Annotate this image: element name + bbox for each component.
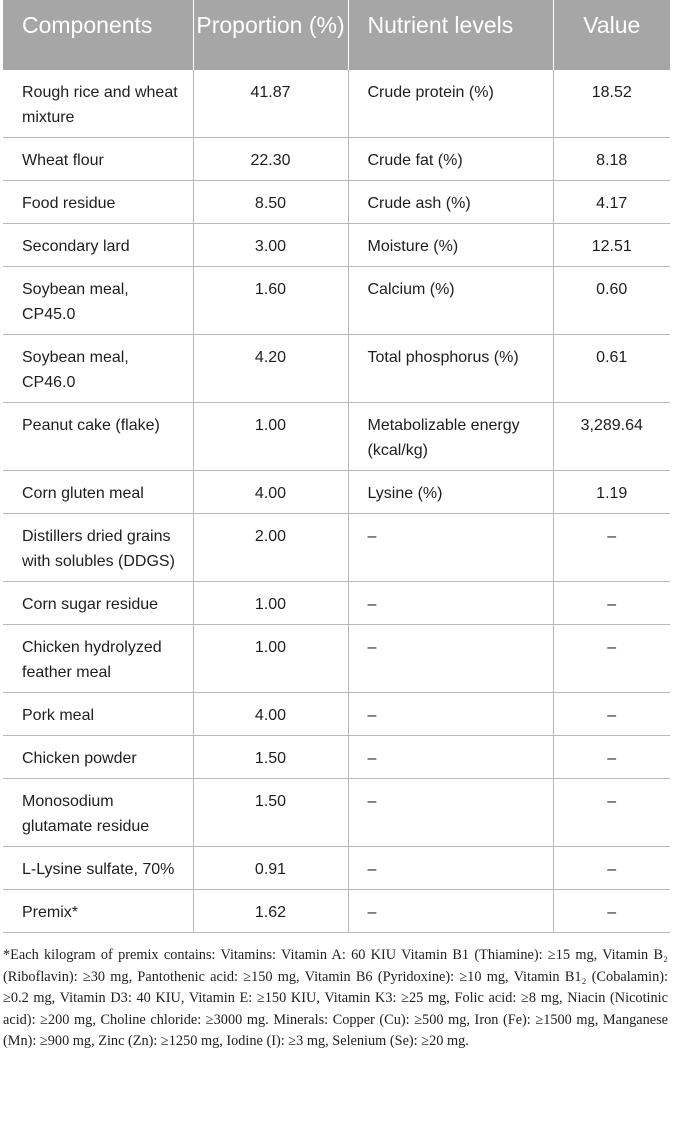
table-body — [3, 70, 670, 933]
table-row — [3, 779, 670, 847]
table-row — [3, 70, 670, 138]
header-value: Value — [553, 0, 670, 70]
component-cell: Distillers dried grains with solubles (DDGS) — [3, 514, 193, 582]
nutrient-cell: Crude fat (%) — [348, 138, 553, 181]
proportion-cell: 4.00 — [193, 693, 348, 736]
component-cell: Rough rice and wheat mixture — [3, 70, 193, 138]
nutrient-cell: Crude ash (%) — [348, 181, 553, 224]
proportion-cell: 1.00 — [193, 625, 348, 693]
value-cell: 1.19 — [553, 471, 670, 514]
value-cell: – — [553, 890, 670, 933]
table-row — [3, 224, 670, 267]
value-cell: – — [553, 625, 670, 693]
table-row — [3, 847, 670, 890]
table-row — [3, 514, 670, 582]
table-row — [3, 693, 670, 736]
value-cell: 0.61 — [553, 335, 670, 403]
table-row — [3, 890, 670, 933]
component-cell: Corn gluten meal — [3, 471, 193, 514]
nutrient-cell: Moisture (%) — [348, 224, 553, 267]
component-cell: Chicken powder — [3, 736, 193, 779]
proportion-cell: 4.00 — [193, 471, 348, 514]
header-components: Components — [3, 0, 193, 70]
nutrient-cell: – — [348, 625, 553, 693]
nutrient-cell: Metabolizable energy (kcal/kg) — [348, 403, 553, 471]
proportion-cell: 1.62 — [193, 890, 348, 933]
table-row — [3, 138, 670, 181]
value-cell: 4.17 — [553, 181, 670, 224]
value-cell: – — [553, 736, 670, 779]
table-footnote: *Each kilogram of premix contains: Vitamins: Vitamin A: 60 KIU Vitamin B1 (Thiamine): ≥15 mg, Vitamin B₂ (Riboflavin): ≥30 mg, Pantothenic acid: ≥150 mg, Vitamin B6 (Pyridoxine): ≥10 mg, Vitamin B1₂ (Cobalamin): ≥0.2 mg, Vitamin D3: 40 KIU, Vitamin E: ≥150 KIU, Vitamin K3: ≥25 mg, Folic acid: ≥8 mg, Niacin (Nicotinic acid): ≥200 mg, Choline chloride: ≥3000 mg. Minerals: Copper (Cu): ≥500 mg, Iron (Fe): ≥1500 mg, Manganese (Mn): ≥900 mg, Zinc (Zn): ≥1250 mg, Iodine (I): ≥3 mg, Selenium (Se): ≥20 mg. — [3, 947, 668, 1049]
table-header — [3, 0, 670, 70]
component-cell: Peanut cake (flake) — [3, 403, 193, 471]
proportion-cell: 1.60 — [193, 267, 348, 335]
component-cell: L-Lysine sulfate, 70% — [3, 847, 193, 890]
header-row — [3, 0, 670, 70]
header-nutrient-levels: Nutrient levels — [348, 0, 553, 70]
proportion-cell: 0.91 — [193, 847, 348, 890]
feed-composition-table — [3, 0, 670, 933]
proportion-cell: 4.20 — [193, 335, 348, 403]
value-cell: 12.51 — [553, 224, 670, 267]
nutrient-cell: Lysine (%) — [348, 471, 553, 514]
proportion-cell: 1.50 — [193, 736, 348, 779]
component-cell: Pork meal — [3, 693, 193, 736]
value-cell: 3,289.64 — [553, 403, 670, 471]
proportion-cell: 1.50 — [193, 779, 348, 847]
table-row — [3, 335, 670, 403]
proportion-cell: 3.00 — [193, 224, 348, 267]
proportion-cell: 1.00 — [193, 403, 348, 471]
table-row — [3, 625, 670, 693]
proportion-cell: 41.87 — [193, 70, 348, 138]
value-cell: 18.52 — [553, 70, 670, 138]
nutrient-cell: Calcium (%) — [348, 267, 553, 335]
proportion-cell: 2.00 — [193, 514, 348, 582]
value-cell: 0.60 — [553, 267, 670, 335]
component-cell: Corn sugar residue — [3, 582, 193, 625]
value-cell: – — [553, 514, 670, 582]
proportion-cell: 22.30 — [193, 138, 348, 181]
value-cell: – — [553, 847, 670, 890]
nutrient-cell: – — [348, 582, 553, 625]
nutrient-cell: – — [348, 736, 553, 779]
nutrient-cell: – — [348, 514, 553, 582]
component-cell: Premix* — [3, 890, 193, 933]
value-cell: – — [553, 779, 670, 847]
nutrient-cell: – — [348, 847, 553, 890]
nutrient-cell: – — [348, 779, 553, 847]
nutrient-cell: – — [348, 693, 553, 736]
table-row — [3, 736, 670, 779]
component-cell: Monosodium glutamate residue — [3, 779, 193, 847]
component-cell: Food residue — [3, 181, 193, 224]
proportion-cell: 1.00 — [193, 582, 348, 625]
proportion-cell: 8.50 — [193, 181, 348, 224]
component-cell: Chicken hydrolyzed feather meal — [3, 625, 193, 693]
value-cell: – — [553, 693, 670, 736]
nutrient-cell: – — [348, 890, 553, 933]
table-row — [3, 267, 670, 335]
nutrient-cell: Total phosphorus (%) — [348, 335, 553, 403]
table-row — [3, 181, 670, 224]
component-cell: Soybean meal, CP46.0 — [3, 335, 193, 403]
header-proportion: Proportion (%) — [193, 0, 348, 70]
component-cell: Secondary lard — [3, 224, 193, 267]
value-cell: – — [553, 582, 670, 625]
nutrient-cell: Crude protein (%) — [348, 70, 553, 138]
table-row — [3, 582, 670, 625]
table-row — [3, 471, 670, 514]
component-cell: Soybean meal, CP45.0 — [3, 267, 193, 335]
value-cell: 8.18 — [553, 138, 670, 181]
component-cell: Wheat flour — [3, 138, 193, 181]
table-row — [3, 403, 670, 471]
